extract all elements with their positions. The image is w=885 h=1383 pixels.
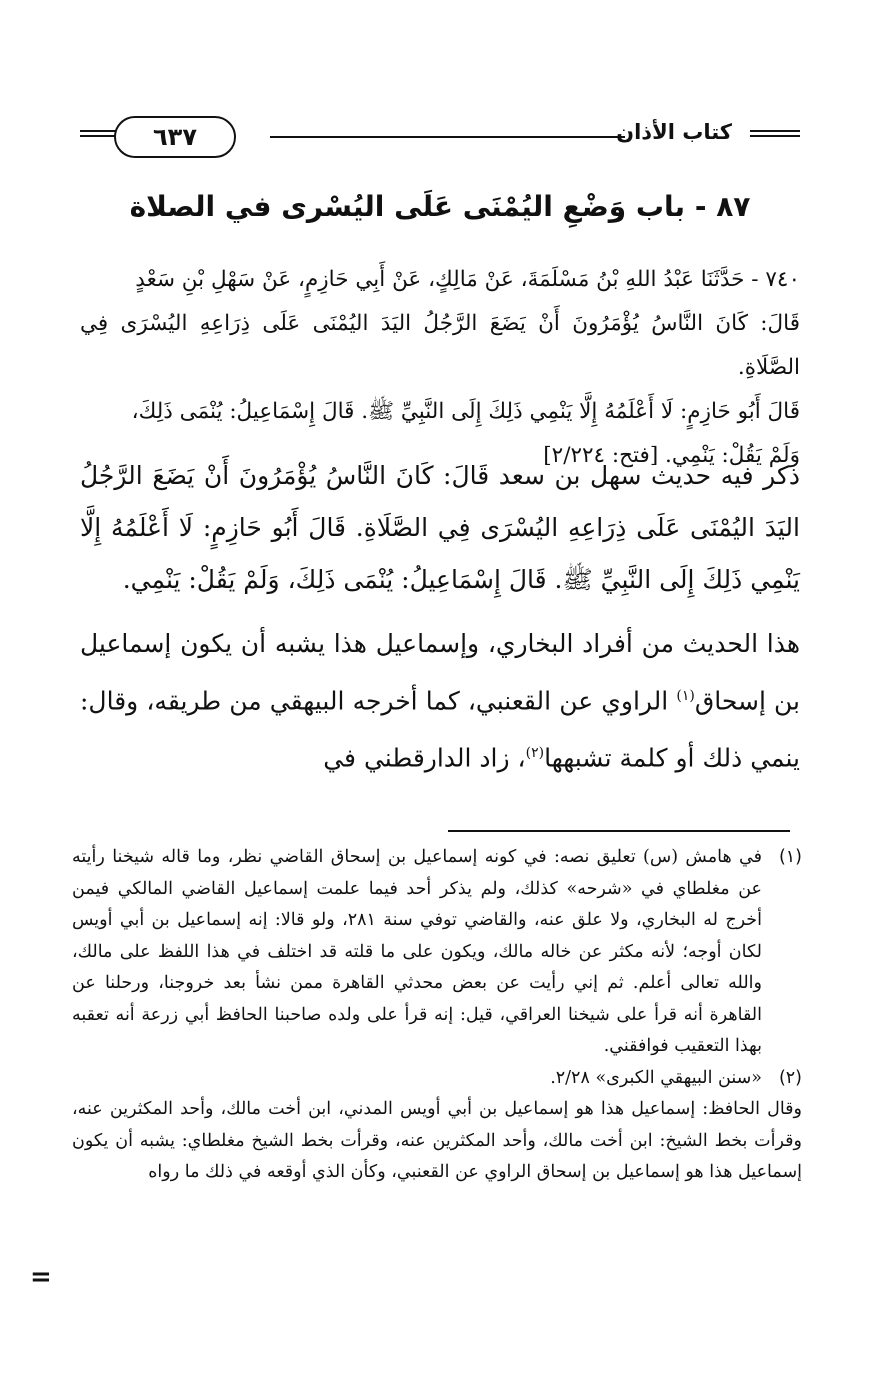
footnote-number: (١) (778, 847, 802, 867)
footnote-text (72, 1063, 762, 1095)
footnote-2 (72, 1063, 802, 1095)
footnote-separator (448, 830, 790, 832)
commentary-text: الراوي عن القعنبي، كما أخرجه البيهقي من طريقه، وقال: ينمي ذلك أو كلمة تشبهها (80, 686, 800, 773)
footnotes (72, 842, 802, 1189)
hadith-line: قَالَ أَبُو حَازِمٍ: لَا أَعْلَمُهُ إِلَّا يَنْمِي ذَلِكَ إِلَى النَّبِيِّ ﷺ. قَالَ إِسْمَاعِيلُ: يُنْمَى ذَلِكَ، (131, 399, 800, 424)
hadith-line: وَلَمْ يَقُلْ: يَنْمِي. [فتح: ٢/٢٢٤] (543, 443, 800, 468)
header-rule-middle (270, 136, 625, 138)
continuation-mark: = (30, 1262, 52, 1292)
hadith-line: قَالَ: كَانَ النَّاسُ يُؤْمَرُونَ أَنْ يَضَعَ الرَّجُلُ اليَدَ اليُمْنَى عَلَى ذِرَاعِهِ اليُسْرَى فِي الصَّلَاةِ. (80, 311, 800, 380)
hadith-text (80, 258, 800, 478)
footnote-number: (٢) (778, 1067, 802, 1088)
page-number: ٦٣٧ (114, 116, 236, 158)
book-title: كتاب الأذان (616, 120, 732, 144)
footnote-continuation: وقال الحافظ: إسماعيل هذا هو إسماعيل بن أبي أويس المدني، ابن أخت مالك، وأحد المكثرين عنه، وقرأت بخط الشيخ: ابن أخت مالك، وأحد المكثرين عنه، وقرأت بخط الشيخ مغلطاي: يشبه أن يكون إسماعيل هذا هو إسماعيل بن إسحاق الراوي عن القعنبي، وكأن الذي أوقعه في ذلك ما رواه (72, 1099, 802, 1182)
footnote-ref: (٢) (525, 745, 545, 762)
commentary-text: ، زاد الدارقطني في (323, 743, 526, 773)
commentary-paragraph: ذكر فيه حديث سهل بن سعد قَالَ: كَانَ النَّاسُ يُؤْمَرُونَ أَنْ يَضَعَ الرَّجُلُ اليَدَ اليُمْنَى عَلَى ذِرَاعِهِ اليُسْرَى فِي الصَّلَاةِ. قَالَ أَبُو حَازِمٍ: لَا أَعْلَمُهُ إِلَّا يَنْمِي ذَلِكَ إِلَى النَّبِيِّ ﷺ. قَالَ إِسْمَاعِيلُ: يُنْمَى ذَلِكَ، وَلَمْ يَقُلْ: يَنْمِي. (80, 461, 800, 594)
commentary-text: هذا الحديث من أفراد البخاري، وإسماعيل هذا يشبه أن يكون إسماعيل بن إسحاق (80, 629, 801, 716)
header-rule-right (750, 130, 800, 140)
page-header (80, 112, 800, 162)
commentary (80, 450, 800, 785)
footnote-ref: (١) (676, 688, 695, 704)
hadith-line: ٧٤٠ - حَدَّثَنَا عَبْدُ اللهِ بْنُ مَسْلَمَةَ، عَنْ مَالِكٍ، عَنْ أَبِي حَازِمٍ، عَنْ سَهْلِ بْنِ سَعْدٍ (135, 267, 800, 292)
footnote-text: في هامش (س) تعليق نصه: في كونه إسماعيل بن إسحاق القاضي نظر، وما قاله شيخنا رأيته عن مغلطاي في «شرحه» كذلك، ولم يذكر أحد فيما علمت إسماعيل القاضي المالكي فيمن أخرج له البخاري، ولا علق عنه، والقاضي توفي سنة ٢٨١، ولو قالا: إنه إسماعيل بن أبي أويس لكان أوجه؛ لأنه مكثر عن خاله مالك، ويكون على ما قلته قد اختلف في هذا اللفظ على مالك، والله تعالى أعلم. ثم إني رأيت عن بعض محدثي القاهرة ممن نشأ بعد خروجنا، ورحلنا عن القاهرة أنه قرأ على شيخنا العراقي، قيل: إنه قرأ على ولده صاحبنا الحافظ أبي زرعة أنه تعقبه بهذا التعقيب فوافقني. (72, 847, 762, 1056)
footnote-text-line: «سنن البيهقي الكبرى» ٢/٢٨. (550, 1067, 762, 1088)
commentary-paragraph (80, 618, 800, 785)
footnote-1 (72, 842, 802, 1063)
chapter-title: ٨٧ - باب وَضْعِ اليُمْنَى عَلَى اليُسْرى في الصلاة (129, 190, 751, 223)
